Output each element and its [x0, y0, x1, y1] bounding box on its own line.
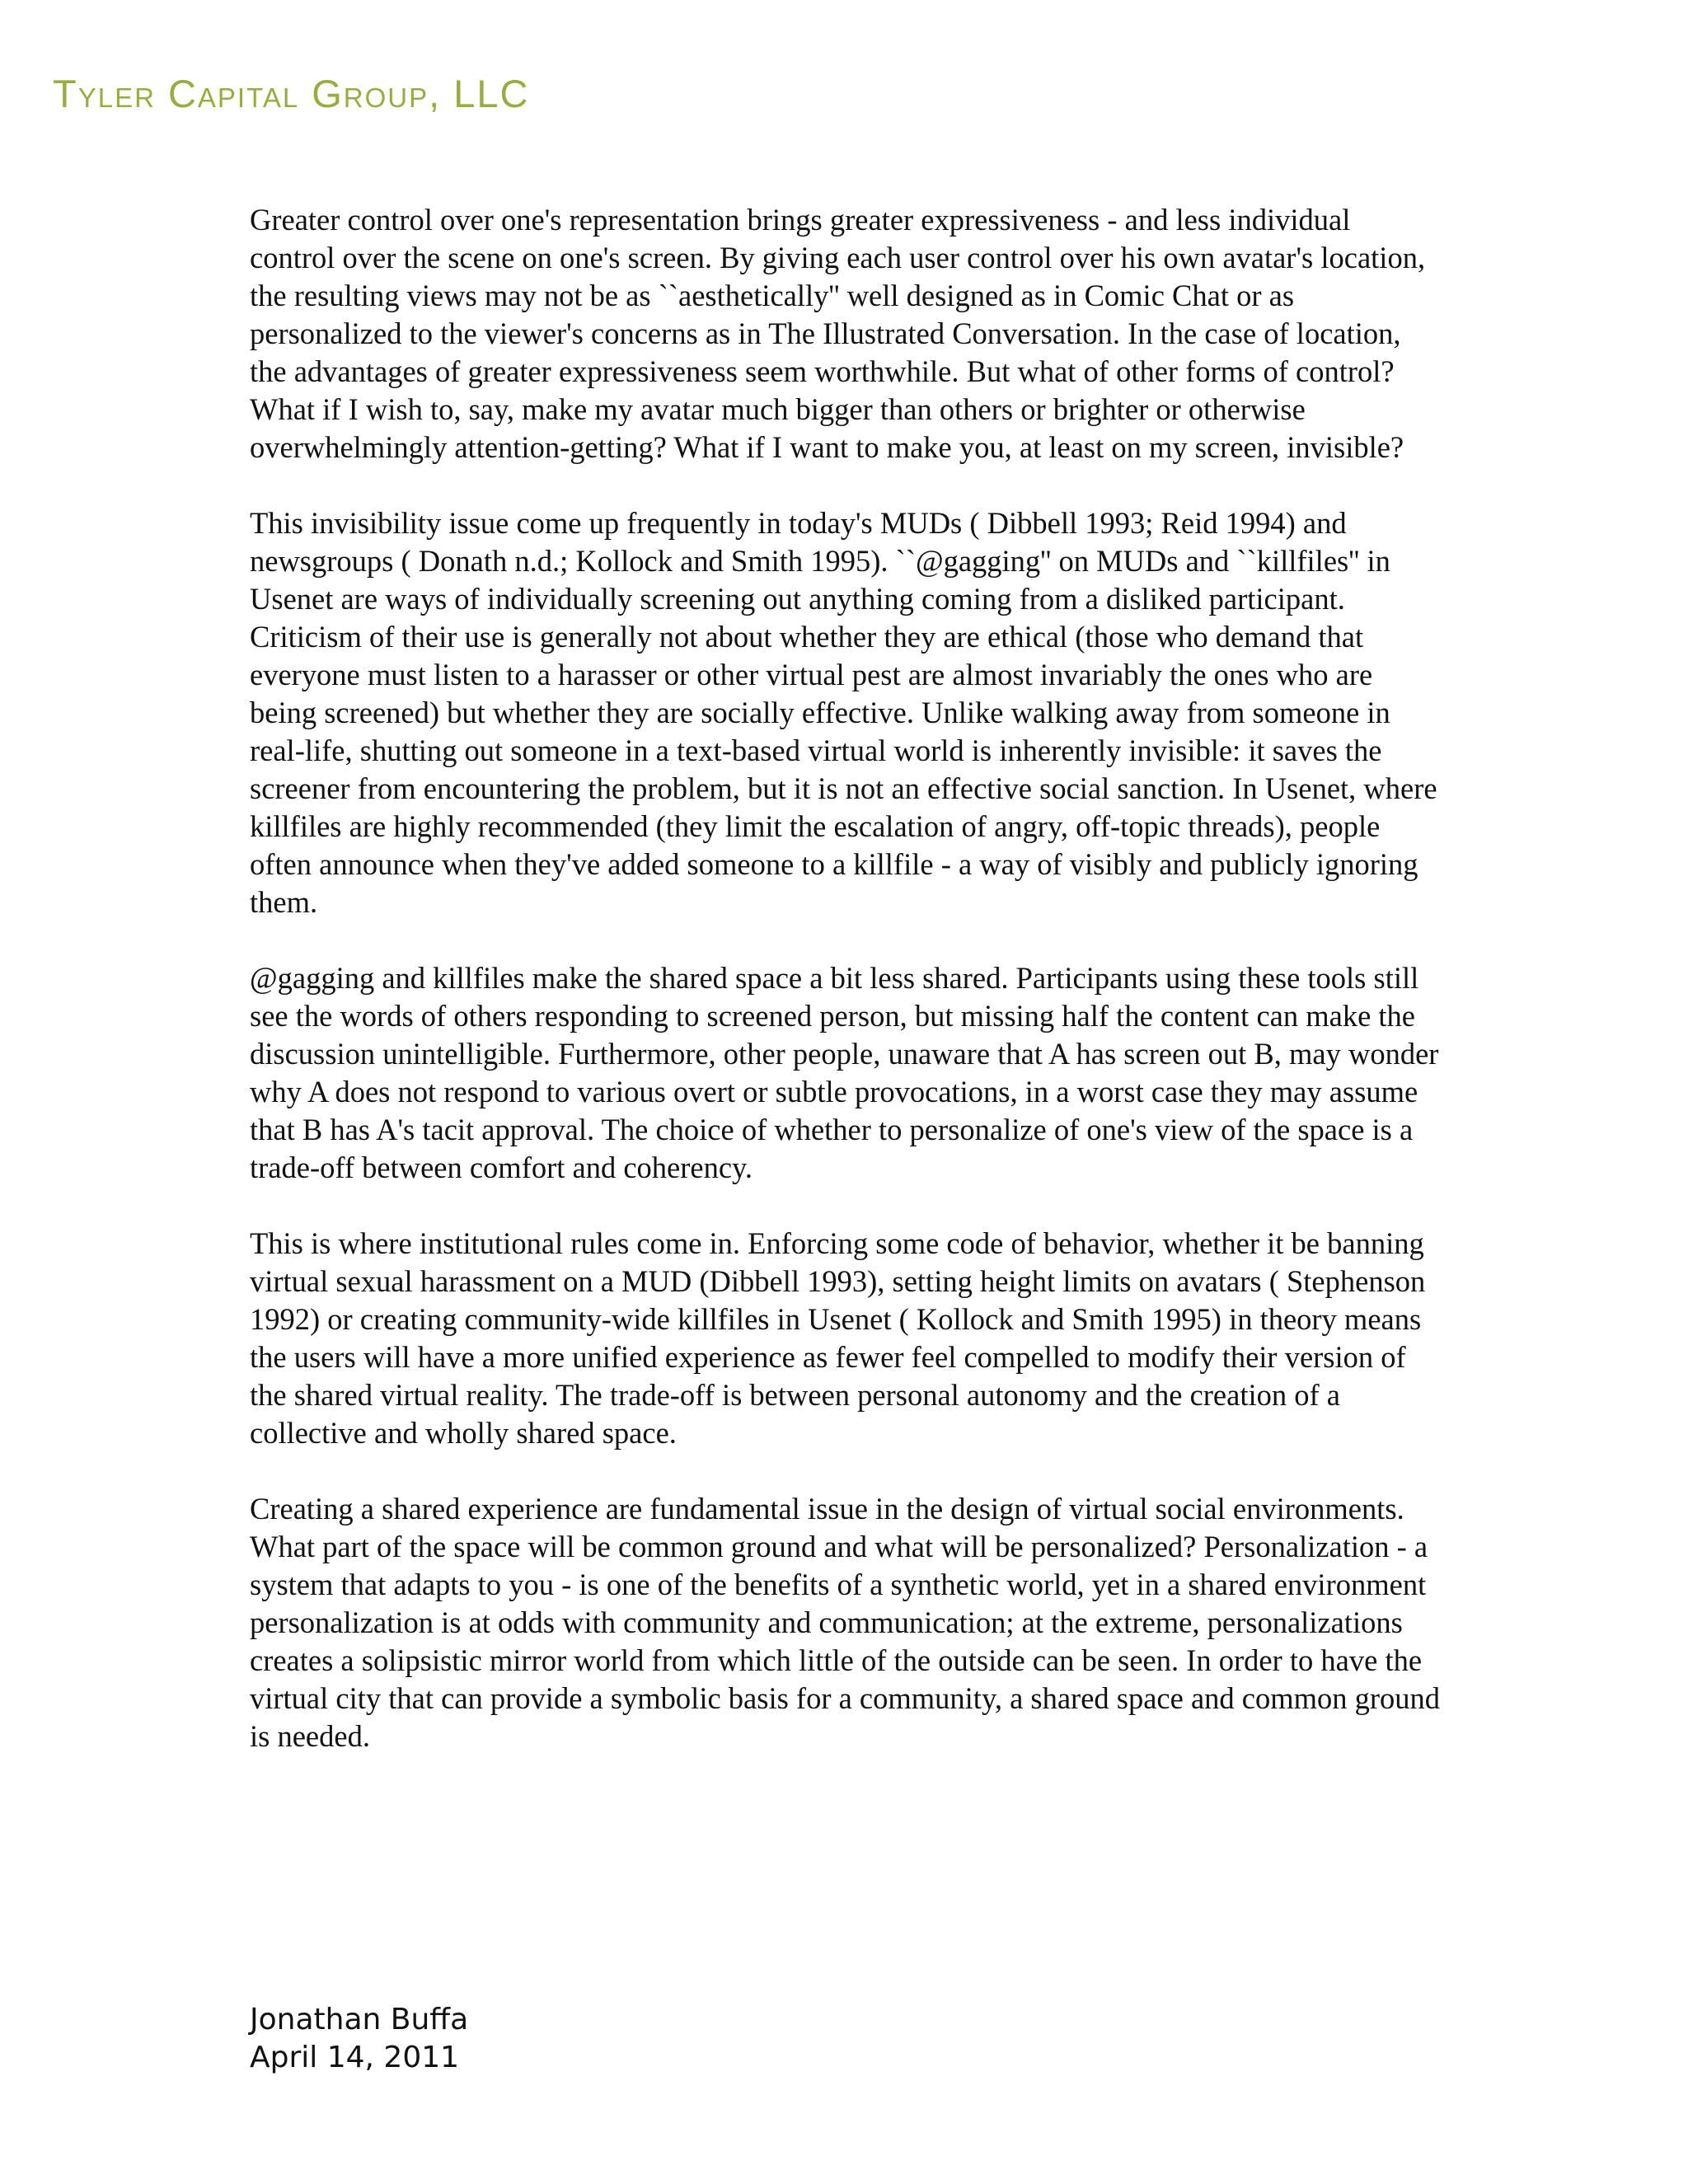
letterhead-company-name: Tyler Capital Group, LLC [53, 72, 530, 115]
document-body [250, 201, 1441, 1793]
paragraph-5: Creating a shared experience are fundamental issue in the design of virtual social environments. What part of the space will be common ground and what will be personalized? Personalization - a system that adapts to you - is one of the benefits of a synthetic world, yet in a shared environment personalization is at odds with community and communication; at the extreme, personalizations creates a solipsistic mirror world from which little of the outside can be seen. In order to have the virtual city that can provide a symbolic basis for a community, a shared space and common ground is needed. [250, 1492, 1441, 1753]
paragraph-3: @gagging and killfiles make the shared space a bit less shared. Participants using these tools still see the words of others responding to screened person, but missing half the content can make the discussion unintelligible. Furthermore, other people, unaware that A has screen out B, may wonder why A does not respond to various overt or subtle provocations, in a worst case they may assume that B has A's tacit approval. The choice of whether to personalize of one's view of the space is a trade-off between comfort and coherency. [250, 961, 1439, 1184]
signature-block [250, 2001, 468, 2077]
paragraph-1: Greater control over one's representation brings greater expressiveness - and less individual control over the scene on one's screen. By giving each user control over his own avatar's location, the resulting views may not be as ``aesthetically'' well designed as in Comic Chat or as personalized to the viewer's concerns as in The Illustrated Conversation. In the case of location, the advantages of greater expressiveness seem worthwhile. But what of other forms of control? What if I wish to, say, make my avatar much bigger than others or brighter or otherwise overwhelmingly attention-getting? What if I want to make you, at least on my screen, invisible? [250, 203, 1426, 464]
signature-date: April 14, 2011 [250, 2041, 460, 2074]
paragraph-4: This is where institutional rules come in. Enforcing some code of behavior, whether it be banning virtual sexual harassment on a MUD (Dibbell 1993), setting height limits on avatars ( Stephenson 1992) or creating community-wide killfiles in Usenet ( Kollock and Smith 1995) in theory means the users will have a more unified experience as fewer feel compelled to modify their version of the shared virtual reality. The trade-off is between personal autonomy and the creation of a collective and wholly shared space. [250, 1226, 1426, 1450]
signature-name: Jonathan Buffa [250, 2003, 469, 2036]
paragraph-2: This invisibility issue come up frequently in today's MUDs ( Dibbell 1993; Reid 1994) and newsgroups ( Donath n.d.; Kollock and Smith 1995). ``@gagging'' on MUDs and ``killfiles'' in Usenet are ways of individually screening out anything coming from a disliked participant. Criticism of their use is generally not about whether they are ethical (those who demand that everyone must listen to a harasser or other virtual pest are almost invariably the ones who are being screened) but whether they are socially effective. Unlike walking away from someone in real-life, shutting out someone in a text-based virtual world is inherently invisible: it saves the screener from encountering the problem, but it is not an effective social sanction. In Usenet, where killfiles are highly recommended (they limit the escalation of angry, off-topic threads), people often announce when they've added someone to a killfile - a way of visibly and publicly ignoring them. [250, 506, 1437, 919]
